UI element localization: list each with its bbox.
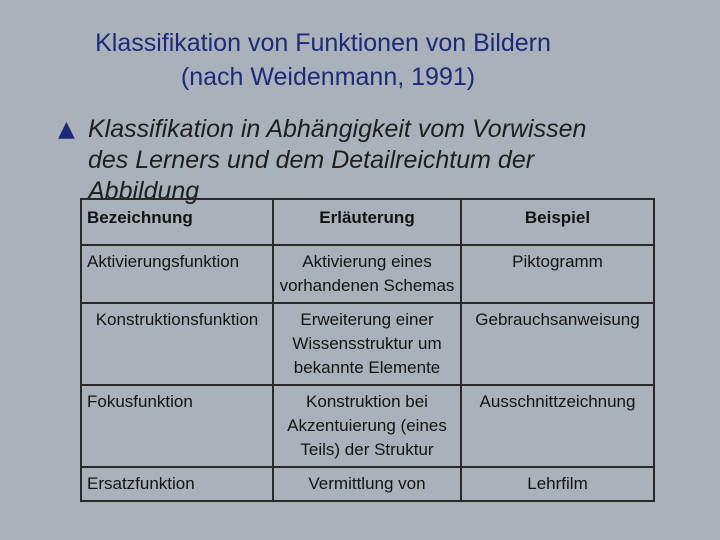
classification-table [80, 198, 655, 502]
cell-bezeichnung: Fokusfunktion [81, 385, 273, 467]
header-beispiel: Beispiel [461, 199, 654, 245]
table-header-row [81, 199, 654, 245]
cell-beispiel: Gebrauchsanweisung [461, 303, 654, 385]
cell-erlaeuterung: Erweiterung einer Wissensstruktur um bekannte Elemente [273, 303, 461, 385]
table-row [81, 385, 654, 467]
bullet-text: Klassifikation in Abhängigkeit vom Vorwissen des Lerners und dem Detailreichtum der Abbildung [88, 115, 587, 205]
cell-bezeichnung: Konstruktionsfunktion [81, 303, 273, 385]
slide-title [0, 26, 646, 94]
table-row [81, 245, 654, 303]
cell-bezeichnung: Ersatzfunktion [81, 467, 273, 501]
triangle-bullet-icon: ▲ [58, 117, 75, 142]
cell-bezeichnung: Aktivierungsfunktion [81, 245, 273, 303]
cell-beispiel: Ausschnittzeichnung [461, 385, 654, 467]
slide-title-line1: Klassifikation von Funktionen von Bildern [95, 29, 551, 57]
cell-beispiel: Piktogramm [461, 245, 654, 303]
bullet-point [58, 114, 618, 207]
cell-erlaeuterung: Vermittlung von [273, 467, 461, 501]
table-row [81, 467, 654, 501]
cell-erlaeuterung: Aktivierung eines vorhandenen Schemas [273, 245, 461, 303]
slide-title-line2: (nach Weidenmann, 1991) [180, 63, 476, 91]
table-row [81, 303, 654, 385]
header-erlaeuterung: Erläuterung [273, 199, 461, 245]
cell-erlaeuterung: Konstruktion bei Akzentuierung (eines Teils) der Struktur [273, 385, 461, 467]
cell-beispiel: Lehrfilm [461, 467, 654, 501]
header-bezeichnung: Bezeichnung [81, 199, 273, 245]
